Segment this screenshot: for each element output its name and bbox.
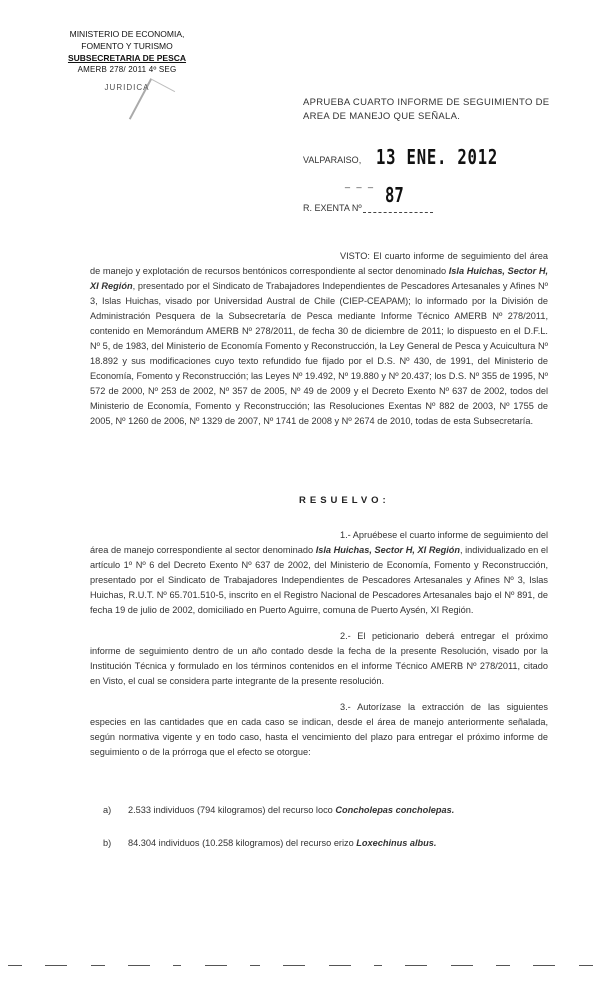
visto-rest: , presentado por el Sindicato de Trabajadores Independientes de Pescadores Artesanales y Afines Nº 3, Islas Huichas, visado por Universidad Austral de Chile (CIEP-CEAPAM); lo informado por la División de Administración Pesquera de la Subsecretaría de Pesca mediante Informe Técnico AMERB Nº 278/2011, contenido en Memorándum AMERB Nº 278/2011, de fecha 30 de diciembre de 2011; lo dispuesto en el D.F.L. Nº 5, de 1983, del Ministerio de Economía Fomento y Reconstrucción, la Ley General de Pesca y Acuicultura Nº 18.892 y sus modificaciones cuyo texto refundido fue fijado por el D.S. Nº 430, de 1991, del Ministerio de Economía, Fomento y Reconstrucción; las Leyes Nº 19.492, Nº 19.880 y Nº 20.437; los D.S. Nº 355 de 1995, Nº 572 de 2000, Nº 253 de 2002, Nº 357 de 2005, Nº 49 de 2009 y el Decreto Exento Nº 637 de 2002, todos del Ministerio de Economía, Fomento y Reconstrucción; las Resoluciones Exentas Nº 882 de 2003, Nº 1755 de 2005, Nº 1260 de 2006, Nº 1329 de 2007, Nº 1741 de 2008 y Nº 2674 de 2010, todas de esta Subsecretaría.: [90, 281, 548, 426]
point-3-text: 3.- Autorízase la extracción de las siguientes especies en las cantidades que en cada caso se indican, desde el área de manejo anteriormente señalada, según normativa vigente y en todo caso, hasta el vencimiento del plazo para entregar el próximo informe de seguimiento o de la prórroga que el efecto se otorgue:: [90, 702, 548, 757]
date-stamp: 13 ENE. 2012: [376, 145, 499, 169]
point-1-rest: , individualizado en el artículo 1º Nº 6 del Decreto Exento Nº 637 de 2002, del Ministerio de Economía, Fomento y Reconstrucción, presentado por el Sindicato de Trabajadores Independientes de Pescadores Artesanales y Afines Nº 3, Islas Huichas, R.U.T. Nº 65.701.510-5, inscrito en el Registro Nacional de Pescadores Artesanales bajo el Nº 891, de fecha 19 de julio de 2002, domiciliado en Puerto Aguirre, comuna de Puerto Aysén, XI Región.: [90, 545, 549, 615]
number-dashes: _ _ _: [345, 178, 376, 188]
species-name: Concholepas concholepas.: [335, 805, 455, 815]
subsecretaria-line: SUBSECRETARIA DE PESCA: [67, 53, 187, 63]
exenta-label: R. EXENTA Nº: [303, 203, 362, 213]
point-1-paragraph: [90, 528, 548, 618]
exenta-underline: [363, 212, 433, 213]
resolution-subject: APRUEBA CUARTO INFORME DE SEGUIMIENTO DE AREA DE MANEJO QUE SEÑALA.: [303, 97, 550, 122]
list-item-b: [103, 838, 543, 848]
reference-line: AMERB 278/ 2011 4º SEG: [77, 65, 177, 74]
list-letter: a): [103, 805, 112, 815]
resolution-number: 87: [385, 183, 404, 207]
point-1-lead: 1.- Apruébese el cuarto informe de seguimiento del área de manejo correspondiente al sector denominado: [90, 530, 548, 555]
point-2-paragraph: [90, 629, 548, 689]
list-text: 2.533 individuos (794 kilogramos) del recurso loco: [128, 805, 336, 815]
visto-paragraph: [90, 249, 548, 429]
species-name: Loxechinus albus.: [356, 838, 437, 848]
ministry-line-2: FOMENTO Y TURISMO: [81, 41, 173, 51]
visto-sector: Isla Huichas, Sector H, XI Región: [90, 266, 549, 291]
juridica-stamp: JURIDICA: [104, 83, 150, 92]
city-label: VALPARAISO,: [303, 155, 362, 165]
visto-lead: VISTO: El cuarto informe de seguimiento del área de manejo y explotación de recursos bentónicos correspondiente al sector denominado: [90, 251, 548, 276]
list-text: 84.304 individuos (10.258 kilogramos) del recurso erizo: [128, 838, 357, 848]
institution-header: [52, 28, 202, 94]
ministry-line-1: MINISTERIO DE ECONOMIA,: [69, 29, 185, 39]
point-2-text: 2.- El peticionario deberá entregar el próximo informe de seguimiento dentro de un año contado desde la fecha de la presente Resolución, visado por la Institución Técnica y formulado en los términos contenidos en el informe Técnico AMERB Nº 278/2011, citado en Visto, el cual se considera parte integrante de la presente resolución.: [90, 631, 548, 686]
list-item-a: [103, 805, 543, 815]
footer-dashed-rule: [8, 965, 593, 967]
point-1-sector: Isla Huichas, Sector H, XI Región: [315, 545, 460, 555]
point-3-paragraph: [90, 700, 548, 760]
resuelvo-heading: RESUELVO:: [299, 495, 390, 506]
list-letter: b): [103, 838, 112, 848]
